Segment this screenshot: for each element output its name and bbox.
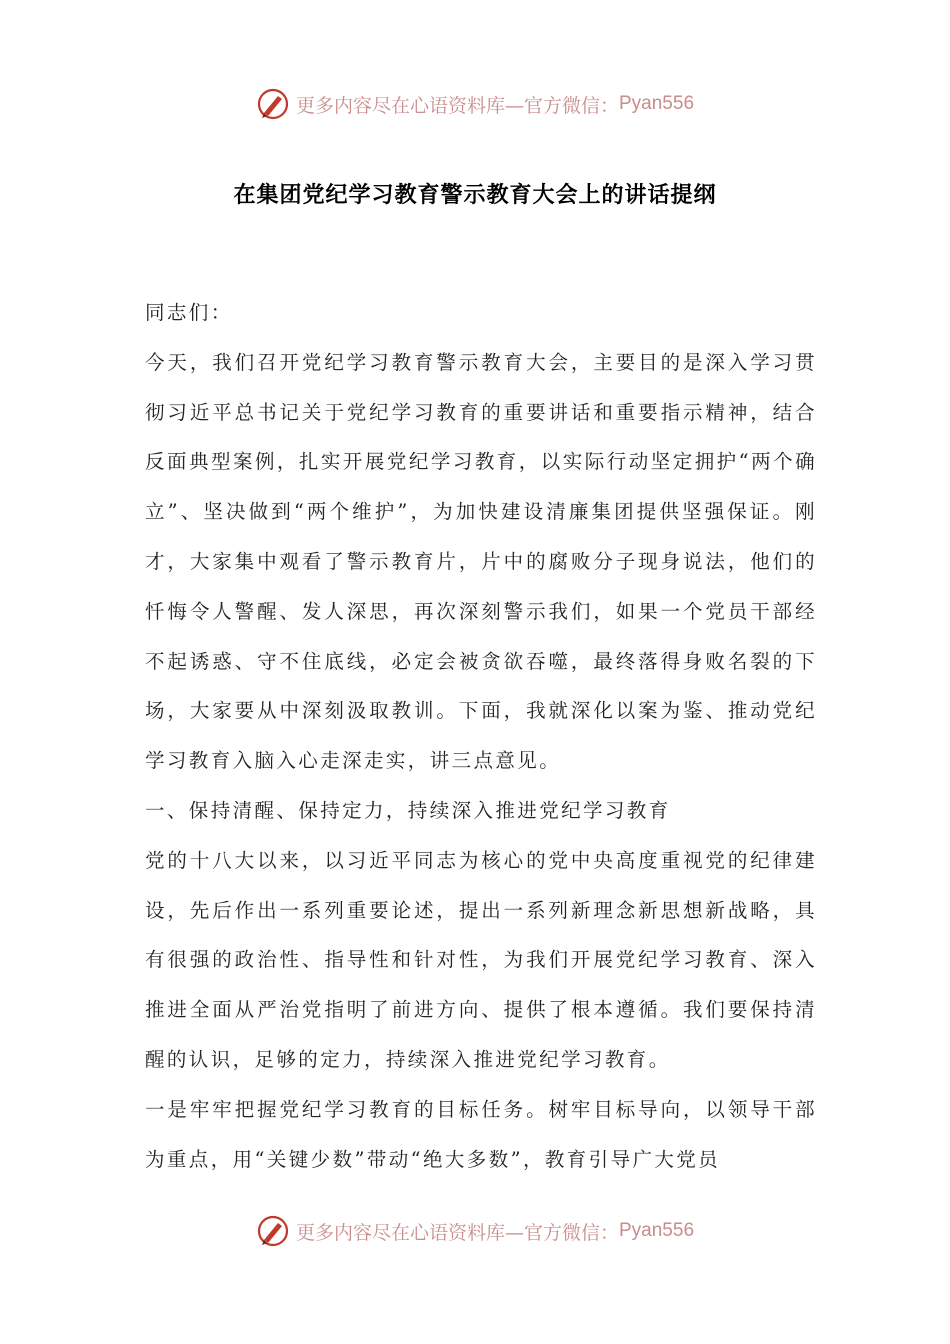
footer-wechat-id: Pyan556: [619, 1220, 695, 1241]
salutation: 同志们：: [145, 301, 233, 324]
section-heading-1: 一、保持清醒、保持定力，持续深入推进党纪学习教育: [145, 798, 671, 822]
pen-logo-icon: [256, 87, 290, 121]
footer-banner: [0, 1211, 950, 1251]
header-banner-text: 更多内容尽在心语资料库—官方微信：: [295, 94, 619, 117]
header-banner: [0, 84, 950, 124]
intro-paragraph: 今天，我们召开党纪学习教育警示教育大会，主要目的是深入学习贯彻习近平总书记关于党纪学习教育的重要讲话和重要指示精神，结合反面典型案例，扎实开展党纪学习教育，以实际行动坚定拥护“两个确立”、坚决做到“两个维护”，为加快建设清廉集团提供坚强保证。刚才，大家集中观看了警示教育片，片中的腐败分子现身说法，他们的忏悔令人警醒、发人深思，再次深刻警示我们，如果一个党员干部经不起诱惑、守不住底线，必定会被贪欲吞噬，最终落得身败名裂的下场，大家要从中深刻汲取教训。下面，我就深化以案为鉴、推动党纪学习教育入脑入心走深走实，讲三点意见。: [145, 350, 817, 773]
document-title: 在集团党纪学习教育警示教育大会上的讲话提纲: [233, 182, 717, 208]
pen-logo-icon: [256, 1214, 290, 1248]
footer-banner-text: 更多内容尽在心语资料库—官方微信：: [295, 1221, 619, 1244]
section-1-paragraph: 党的十八大以来，以习近平同志为核心的党中央高度重视党的纪律建设，先后作出一系列重要论述，提出一系列新理念新思想新战略，具有很强的政治性、指导性和针对性，为我们开展党纪学习教育、深入推进全面从严治党指明了前进方向、提供了根本遵循。我们要保持清醒的认识，足够的定力，持续深入推进党纪学习教育。: [145, 848, 817, 1071]
document-body: [145, 288, 817, 1184]
point-1-paragraph: 一是牢牢把握党纪学习教育的目标任务。树牢目标导向，以领导干部为重点，用“关键少数”带动“绝大多数”，教育引导广大党员: [145, 1097, 817, 1171]
header-wechat-id: Pyan556: [619, 93, 695, 114]
